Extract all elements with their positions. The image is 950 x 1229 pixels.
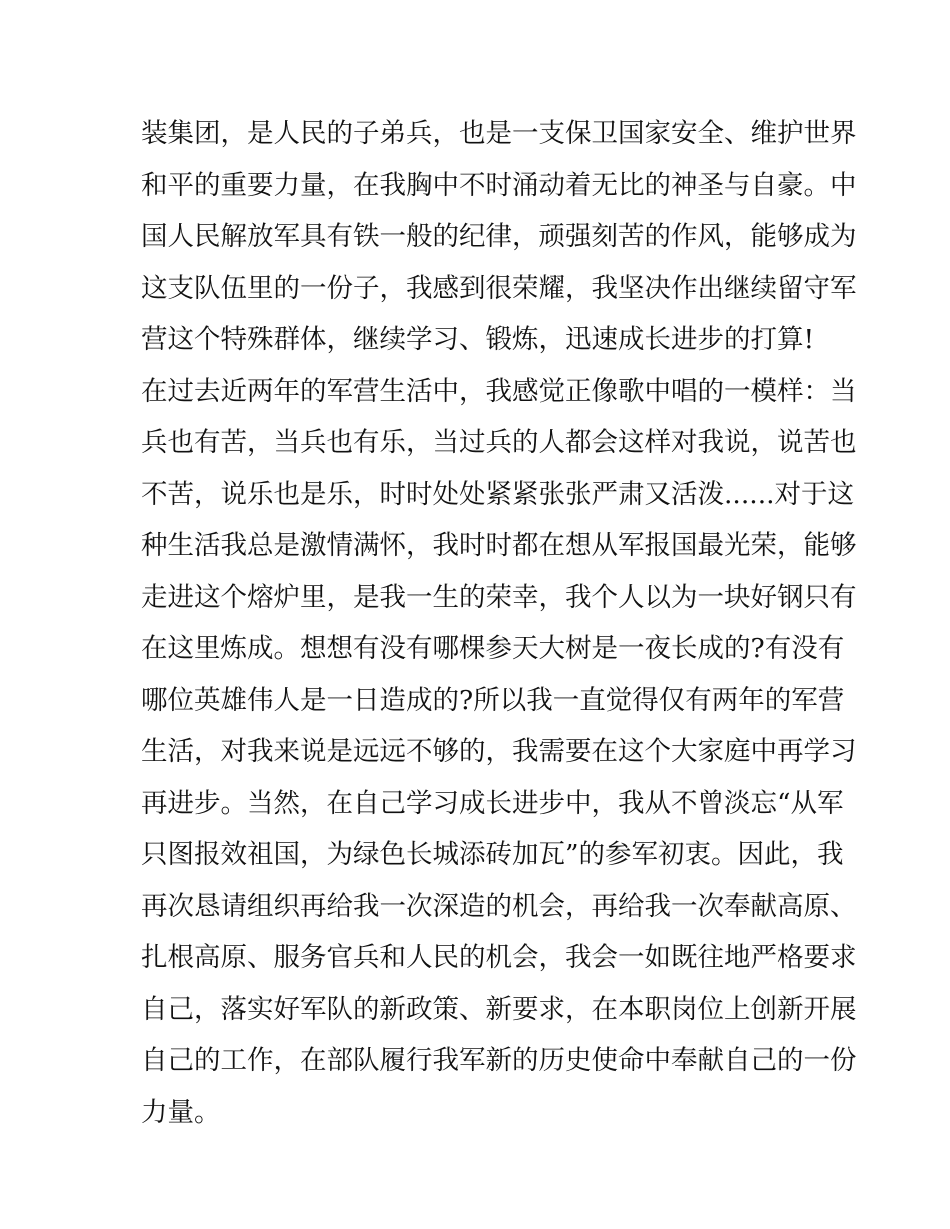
text-line: 国人民解放军具有铁一般的纪律，顽强刻苦的作风，能够成为: [141, 221, 857, 252]
text-line: 走进这个熔炉里，是我一生的荣幸，我个人以为一块好钢只有: [141, 581, 857, 613]
text-line: 生活，对我来说是远远不够的，我需要在这个大家庭中再学习: [141, 736, 857, 767]
text-line: 哪位英雄伟人是一日造成的?所以我一直觉得仅有两年的军营: [141, 684, 845, 716]
text-line: 这支队伍里的一份子，我感到很荣耀，我坚决作出继续留守军: [141, 272, 857, 304]
text-line: 扎根高原、服务官兵和人民的机会，我会一如既往地严格要求: [141, 942, 857, 973]
text-line: 兵也有苦，当兵也有乐，当过兵的人都会这样对我说，说苦也: [141, 427, 857, 458]
text-line: 只图报效祖国，为绿色长城添砖加瓦”的参军初衷。因此，我: [141, 839, 844, 870]
text-line: 自己的工作，在部队履行我军新的历史使命中奉献自己的一份: [141, 1045, 857, 1076]
text-line: 种生活我总是激情满怀，我时时都在想从军报国最光荣，能够: [141, 530, 857, 561]
text-line: 营这个特殊群体，继续学习、锻炼，迅速成长进步的打算!: [141, 324, 815, 355]
text-line: 力量。: [141, 1096, 221, 1128]
text-line: 在这里炼成。想想有没有哪棵参天大树是一夜长成的?有没有: [141, 633, 845, 664]
text-line: 和平的重要力量，在我胸中不时涌动着无比的神圣与自豪。中: [141, 169, 857, 201]
text-line: 装集团，是人民的子弟兵，也是一支保卫国家安全、维护世界: [141, 118, 857, 149]
text-line: 在过去近两年的军营生活中，我感觉正像歌中唱的一模样：当: [141, 375, 857, 407]
body-text: [141, 108, 857, 1138]
text-line: 再次恳请组织再给我一次深造的机会，再给我一次奉献高原、: [141, 890, 857, 922]
text-line: 再进步。当然，在自己学习成长进步中，我从不曾淡忘“从军: [141, 787, 844, 819]
text-line: 自己，落实好军队的新政策、新要求，在本职岗位上创新开展: [141, 993, 857, 1025]
text-line: 不苦，说乐也是乐，时时处处紧紧张张严肃又活泼......对于这: [141, 478, 855, 510]
